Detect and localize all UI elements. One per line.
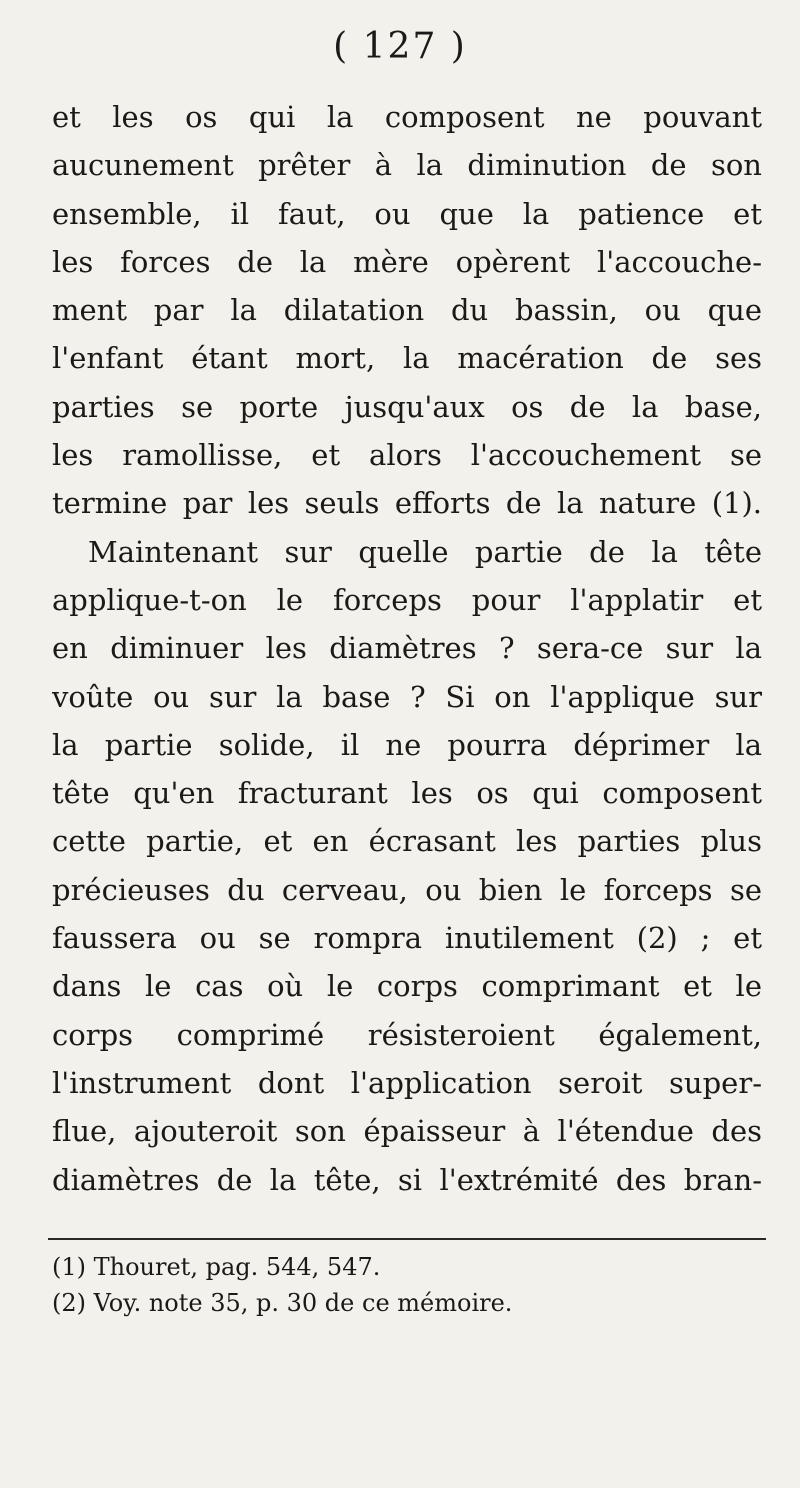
text-line: la partie solide, il ne pourra déprimer la: [52, 727, 762, 762]
text-line: et les os qui la composent ne pouvant: [52, 100, 762, 134]
text-line: ment par la dilatation du bassin, ou que: [52, 293, 762, 328]
text-line: les forces de la mère opèrent l'accouche-: [52, 244, 762, 279]
text-line: faussera ou se rompra inutilement (2) ; et: [52, 921, 762, 956]
body-text: [52, 93, 762, 1204]
footnotes: [52, 1249, 762, 1321]
text-line: parties se porte jusqu'aux os de la base,: [52, 389, 762, 424]
text-line: Maintenant sur quelle partie de la tête: [88, 534, 762, 569]
page-number: ( 127 ): [333, 26, 467, 67]
text-line: en diminuer les diamètres ? sera-ce sur la: [52, 631, 762, 666]
text-line: l'enfant étant mort, la macération de ses: [52, 341, 762, 376]
text-line: flue, ajouteroit son épaisseur à l'étendue des: [52, 1114, 762, 1149]
text-line: diamètres de la tête, si l'extrémité des bran-: [52, 1162, 762, 1197]
text-line: corps comprimé résisteroient également,: [52, 1017, 762, 1052]
text-line: tête qu'en fracturant les os qui composent: [52, 776, 762, 811]
text-line: cette partie, et en écrasant les parties plus: [52, 824, 762, 859]
footnote: (1) Thouret, pag. 544, 547.: [52, 1253, 381, 1281]
text-line: aucunement prêter à la diminution de son: [52, 148, 762, 183]
text-line: dans le cas où le corps comprimant et le: [52, 969, 762, 1004]
text-line: les ramollisse, et alors l'accouchement se: [52, 438, 762, 473]
text-line: l'instrument dont l'application seroit super-: [52, 1065, 762, 1100]
footnote: (2) Voy. note 35, p. 30 de ce mémoire.: [52, 1289, 513, 1317]
text-line: précieuses du cerveau, ou bien le forceps se: [52, 872, 762, 907]
text-line: voûte ou sur la base ? Si on l'applique sur: [52, 679, 762, 714]
text-line: applique-t-on le forceps pour l'applatir et: [52, 582, 762, 617]
text-line: ensemble, il faut, ou que la patience et: [52, 196, 762, 231]
text-line: termine par les seuls efforts de la nature (1).: [52, 486, 762, 521]
footnote-divider: [48, 1238, 766, 1240]
